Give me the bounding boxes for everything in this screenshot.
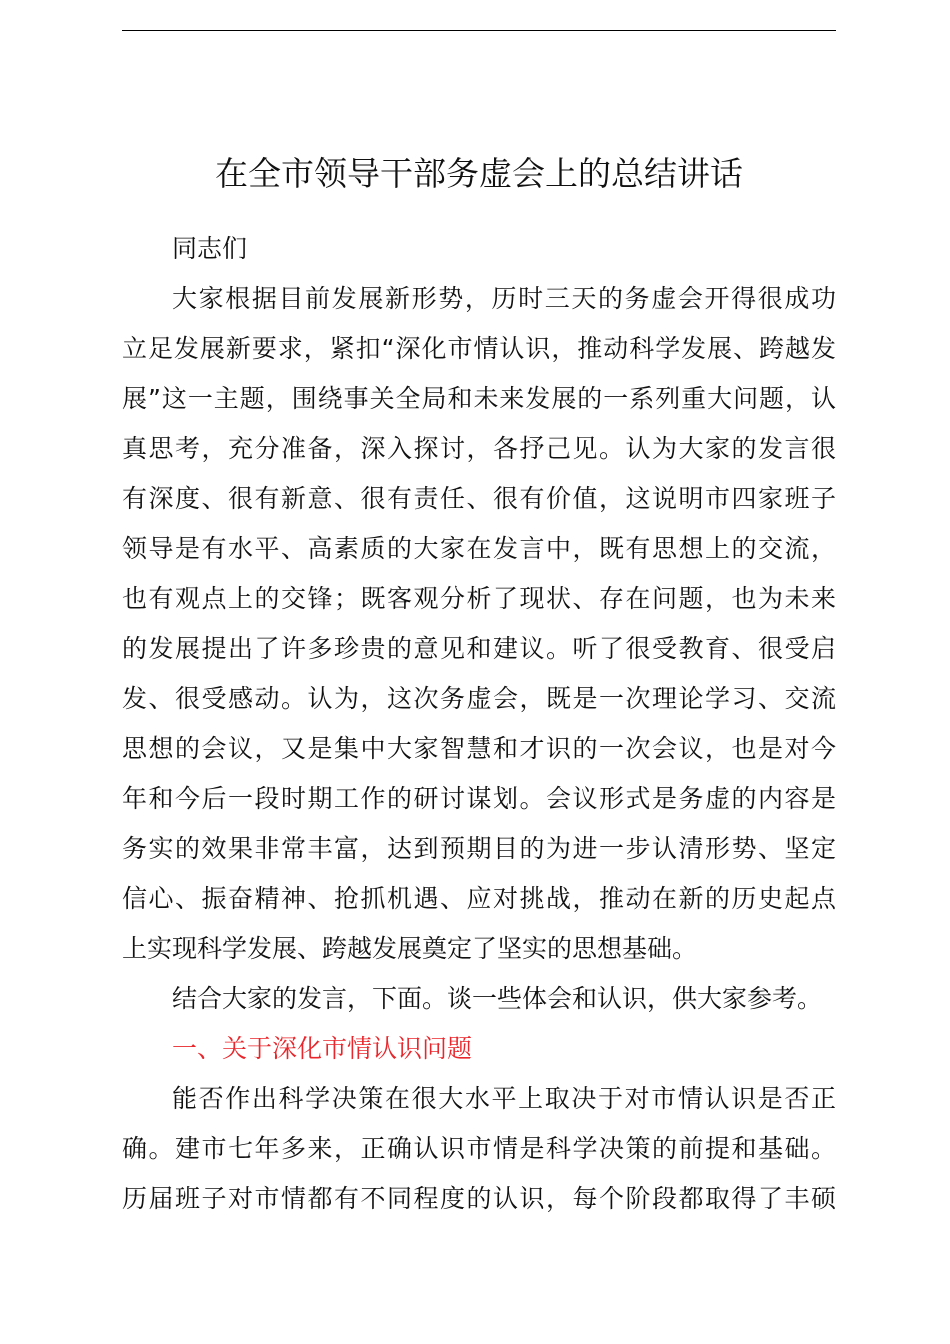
paragraph-1-line: 思想的会议，又是集中大家智慧和才识的一次会议，也是对今 (122, 734, 836, 763)
salutation: 同志们 (172, 234, 248, 263)
paragraph-1-line: 真思考，充分准备，深入探讨，各抒己见。认为大家的发言很 (122, 434, 836, 463)
header-rule (122, 30, 836, 31)
paragraph-3-line: 确。建市七年多来，正确认识市情是科学决策的前提和基础。 (122, 1134, 836, 1163)
paragraph-1-line: 发、很受感动。认为，这次务虚会，既是一次理论学习、交流 (122, 684, 836, 713)
paragraph-1-line: 也有观点上的交锋；既客观分析了现状、存在问题，也为未来 (122, 584, 836, 613)
document-body (122, 224, 836, 1224)
paragraph-1-line: 的发展提出了许多珍贵的意见和建议。听了很受教育、很受启 (122, 634, 836, 663)
paragraph-1-line: 年和今后一段时期工作的研讨谋划。会议形式是务虚的内容是 (122, 784, 836, 813)
document-title: 在全市领导干部务虚会上的总结讲话 (215, 154, 743, 193)
section-heading-1: 一、关于深化市情认识问题 (172, 1034, 473, 1063)
paragraph-1-line: 有深度、很有新意、很有责任、很有价值，这说明市四家班子 (122, 484, 836, 513)
paragraph-1-line: 立足发展新要求，紧扣“深化市情认识，推动科学发展、跨越发 (122, 334, 836, 363)
paragraph-3-line: 历届班子对市情都有不同程度的认识，每个阶段都取得了丰硕 (122, 1184, 836, 1213)
paragraph-1-line: 展”这一主题，围绕事关全局和未来发展的一系列重大问题，认 (122, 384, 836, 413)
paragraph-3-line: 能否作出科学决策在很大水平上取决于对市情认识是否正 (172, 1084, 836, 1113)
paragraph-1-line: 大家根据目前发展新形势，历时三天的务虚会开得很成功 (172, 284, 836, 313)
paragraph-1-line: 务实的效果非常丰富，达到预期目的为进一步认清形势、坚定 (122, 834, 836, 863)
paragraph-2: 结合大家的发言，下面。谈一些体会和认识，供大家参考。 (172, 984, 823, 1013)
paragraph-1-line: 信心、振奋精神、抢抓机遇、应对挑战，推动在新的历史起点 (122, 884, 836, 913)
paragraph-1-line: 上实现科学发展、跨越发展奠定了坚实的思想基础。 (122, 934, 698, 963)
paragraph-1-line: 领导是有水平、高素质的大家在发言中，既有思想上的交流， (122, 534, 836, 563)
